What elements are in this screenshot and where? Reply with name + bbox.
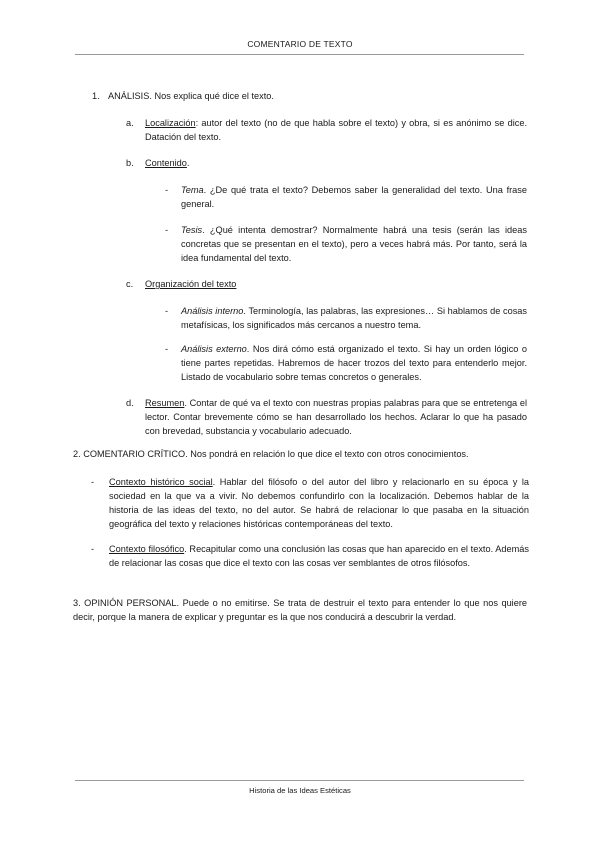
bullet-analisis-interno <box>181 304 527 332</box>
bullet-tema <box>181 183 527 211</box>
item-d-marker: d. <box>126 398 134 408</box>
item-c-organizacion <box>145 277 527 291</box>
item-b-contenido <box>145 156 527 170</box>
section-2-heading: 2. COMENTARIO CRÍTICO. Nos pondrá en relación lo que dice el texto con otros conocimientos. <box>73 449 469 459</box>
bullet-filosofico-marker: - <box>91 544 95 554</box>
bullet-tema-marker: - <box>165 185 169 195</box>
bullet-analisis-externo <box>181 342 527 384</box>
item-d-text: . Contar de qué va el texto con nuestras propias palabras para que se entretenga el lector. Contar brevemente cómo se han desarrollado los hechos. Aclarar lo que ha pasado con brevedad, substancia y vocabulario adecuado. <box>145 398 527 436</box>
bullet-tesis-marker: - <box>165 225 169 235</box>
bullet-interno-marker: - <box>165 306 169 316</box>
bullet-externo-term: Análisis externo <box>181 344 247 354</box>
item-b-marker: b. <box>126 158 134 168</box>
item-d-resumen <box>145 396 527 438</box>
bullet-filosofico-label: Contexto filosófico <box>109 544 185 554</box>
bullet-tema-text: . ¿De qué trata el texto? Debemos saber la generalidad del texto. Una frase general. <box>181 185 527 209</box>
bullet-tesis-text: . ¿Qué intenta demostrar? Normalmente habrá una tesis (serán las ideas concretas que se presentan en el texto), pero a veces habrá más. Por tanto, será la idea fundamental del texto. <box>181 225 527 263</box>
item-b-text: . <box>186 158 190 168</box>
header-divider <box>75 54 524 55</box>
item-a-label: Localización <box>145 118 196 128</box>
bullet-tesis-term: Tesis <box>181 225 203 235</box>
bullet-contexto-filosofico <box>109 542 529 570</box>
footer-divider <box>75 780 524 781</box>
item-a-marker: a. <box>126 118 134 128</box>
page-footer-title: Historia de las Ideas Estéticas <box>249 786 351 795</box>
bullet-historico-label: Contexto histórico social <box>109 477 213 487</box>
bullet-tema-term: Tema <box>181 185 204 195</box>
item-d-label: Resumen <box>145 398 185 408</box>
item-a-localizacion <box>145 116 527 144</box>
page-header-title: COMENTARIO DE TEXTO <box>247 39 353 49</box>
section-1-heading: ANÁLISIS. Nos explica qué dice el texto. <box>108 91 274 101</box>
bullet-externo-marker: - <box>165 344 169 354</box>
bullet-interno-term: Análisis interno <box>181 306 244 316</box>
section-3-paragraph: 3. OPINIÓN PERSONAL. Puede o no emitirse. Se trata de destruir el texto para entender lo que nos quiere decir, porque la manera de explicar y preguntar es la que nos conducirá a descubrir la verdad. <box>73 598 527 622</box>
item-a-text: : autor del texto (no de que habla sobre el texto) y obra, si es anónimo se dice. Datación del texto. <box>145 118 527 142</box>
bullet-historico-marker: - <box>91 477 95 487</box>
item-b-label: Contenido <box>145 158 187 168</box>
bullet-historico-text: . Hablar del filósofo o del autor del libro y relacionarlo en su época y la sociedad en la que va a vivir. No debemos confundirlo con la localización. Debemos hablar de la historia de las ideas del texto, no del autor. Se habrá de relacionar lo que pasaba en la situación geográfica del texto y relaciones históricas contemporáneas del texto. <box>109 477 530 529</box>
section-1-number: 1. <box>92 91 100 101</box>
item-c-label: Organización del texto <box>145 279 237 289</box>
bullet-contexto-historico <box>109 475 529 531</box>
item-c-marker: c. <box>126 279 134 289</box>
bullet-externo-text: . Nos dirá cómo está organizado el texto. Si hay un orden lógico o tiene partes repetidas. Habremos de hacer trozos del texto para entenderlo mejor. Listado de vocabulario sobre temas concretos o generales. <box>181 344 528 382</box>
bullet-interno-text: . Terminología, las palabras, las expresiones… Si hablamos de cosas metafísicas, los significados más cercanos a nuestro tema. <box>181 306 527 330</box>
bullet-filosofico-text: . Recapitular como una conclusión las cosas que han aparecido en el texto. Además de relacionar las cosas que dice el texto con las cosas ver semblantes de otros filósofos. <box>109 544 529 568</box>
bullet-tesis <box>181 223 527 265</box>
